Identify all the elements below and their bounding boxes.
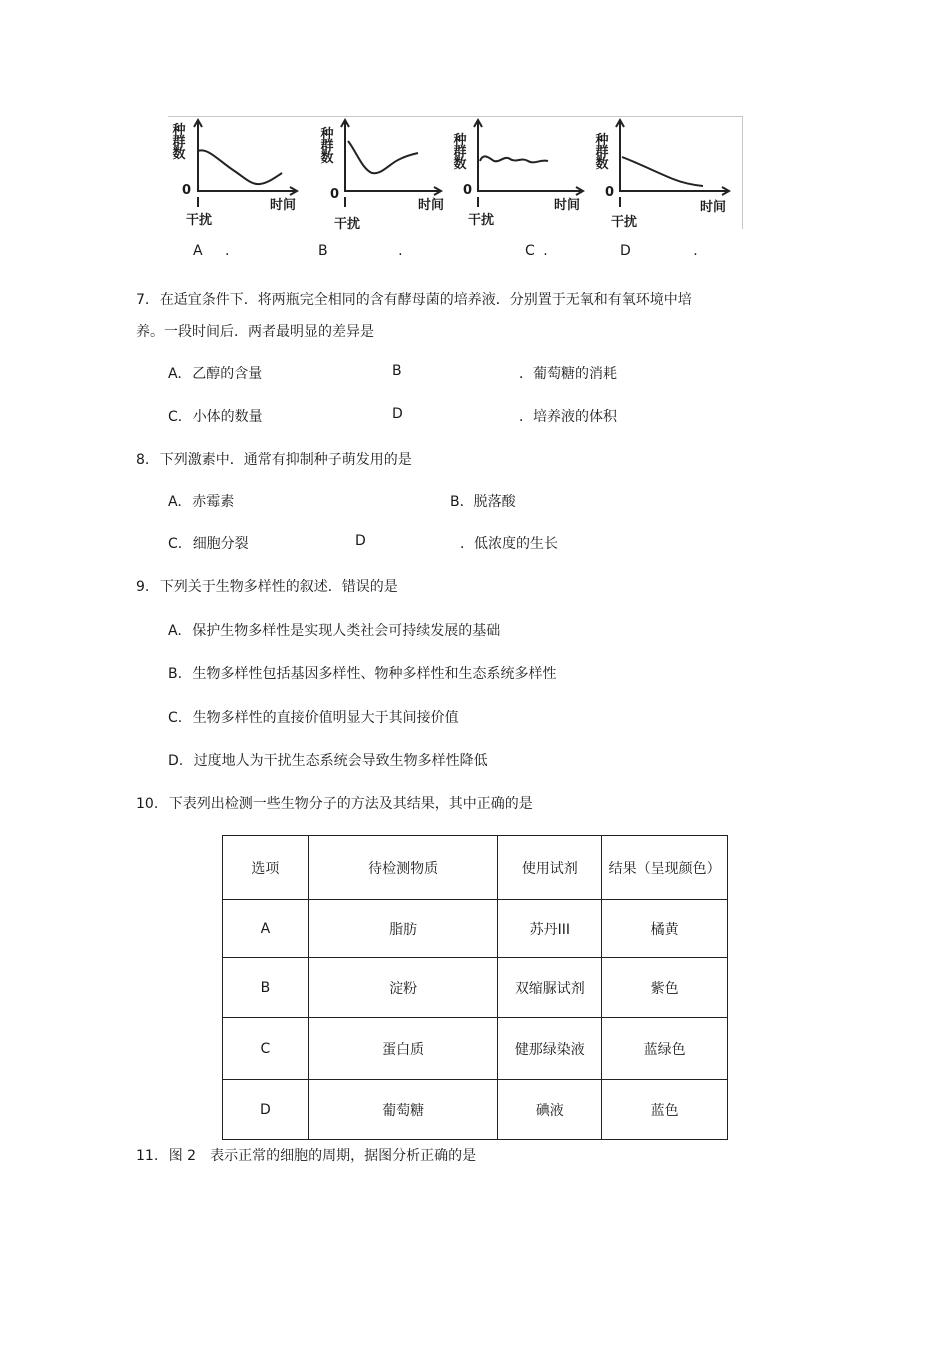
q8-stem: 8. 下列激素中．通常有抑制种子萌发用的是: [136, 452, 412, 468]
q7-stem-line2: 养。一段时间后．两者最明显的差异是: [136, 324, 374, 340]
q8-option-a: A. 赤霉素: [168, 494, 235, 510]
q10-header-reagent: 使用试剂: [498, 836, 602, 900]
q9-option-d: D. 过度地人为干扰生态系统会导致生物多样性降低: [168, 753, 488, 769]
graph-b-y-label: 种 群 数: [320, 127, 334, 166]
graph-c-y-label: 种 群 数: [453, 133, 467, 172]
table-cell: 健那绿染液: [498, 1018, 602, 1080]
graph-b-x-label: 时间: [418, 198, 445, 213]
graph-d: [616, 120, 729, 207]
graph-a-x-label: 时间: [270, 198, 297, 213]
graph-c-origin: 0: [463, 183, 473, 198]
table-row: [223, 900, 728, 958]
table-cell: 苏丹III: [498, 900, 602, 958]
q8-option-d-text: ．低浓度的生长: [460, 536, 558, 552]
table-cell: 碘液: [498, 1080, 602, 1140]
q7-option-d-letter: D: [392, 406, 403, 422]
table-cell: 蓝色: [602, 1080, 728, 1140]
table-cell: D: [223, 1080, 309, 1140]
q7-option-a: A. 乙醇的含量: [168, 366, 263, 382]
q8-option-b: B．脱落酸: [450, 494, 516, 510]
q7-option-b-letter: B: [392, 363, 402, 379]
q8-option-d-letter: D: [355, 533, 366, 549]
q9-option-b: B. 生物多样性包括基因多样性、物种多样性和生态系统多样性: [168, 666, 557, 682]
q10-stem: 10. 下表列出检测一些生物分子的方法及其结果，其中正确的是: [136, 796, 533, 812]
graph-a-disturb-label: 干扰: [186, 213, 213, 228]
table-row: [223, 958, 728, 1018]
q9-stem: 9. 下列关于生物多样性的叙述．错误的是: [136, 579, 398, 595]
graph-d-disturb-label: 干扰: [611, 215, 638, 230]
table-cell: 葡萄糖: [308, 1080, 498, 1140]
graph-c-x-label: 时间: [554, 198, 581, 213]
graph-d-y-label: 种 群 数: [595, 133, 609, 172]
table-cell: C: [223, 1018, 309, 1080]
table-cell: 脂肪: [308, 900, 498, 958]
graph-d-origin: 0: [605, 185, 615, 200]
q8-option-c: C. 细胞分裂: [168, 536, 249, 552]
population-graphs: [168, 116, 743, 232]
table-cell: 蓝绿色: [602, 1018, 728, 1080]
q10-header-option: 选项: [223, 836, 309, 900]
graph-c-disturb-label: 干扰: [468, 213, 495, 228]
graph-option-c: C .: [525, 243, 548, 259]
table-cell: B: [223, 958, 309, 1018]
q9-option-a: A. 保护生物多样性是实现人类社会可持续发展的基础: [168, 623, 501, 639]
q10-header-substance: 待检测物质: [308, 836, 498, 900]
graph-option-b: B .: [318, 243, 403, 259]
q10-header-result: 结果（呈现颜色）: [602, 836, 728, 900]
table-cell: 橘黄: [602, 900, 728, 958]
graph-d-x-label: 时间: [700, 200, 727, 215]
q10-table-header-row: [223, 836, 728, 900]
table-row: [223, 1080, 728, 1140]
table-cell: A: [223, 900, 309, 958]
q7-option-c: C. 小体的数量: [168, 409, 263, 425]
graph-option-d: D .: [620, 243, 698, 259]
graph-b-origin: 0: [330, 187, 340, 202]
table-row: [223, 1018, 728, 1080]
graph-a-y-label: 种 群 数: [172, 123, 186, 162]
q7-option-b-text: ．葡萄糖的消耗: [519, 366, 617, 382]
graph-a-origin: 0: [182, 183, 192, 198]
q7-stem-line1: 7. 在适宜条件下．将两瓶完全相同的含有酵母菌的培养液．分别置于无氧和有氧环境中培: [136, 292, 692, 308]
graph-option-a: A .: [193, 243, 230, 259]
q7-option-d-text: ．培养液的体积: [519, 409, 617, 425]
table-cell: 蛋白质: [308, 1018, 498, 1080]
table-cell: 双缩脲试剂: [498, 958, 602, 1018]
q11-stem: 11. 图 2 表示正常的细胞的周期，据图分析正确的是: [136, 1148, 477, 1164]
table-cell: 紫色: [602, 958, 728, 1018]
q10-table: [222, 835, 728, 1140]
graph-b-disturb-label: 干扰: [334, 217, 361, 232]
table-cell: 淀粉: [308, 958, 498, 1018]
q9-option-c: C. 生物多样性的直接价值明显大于其间接价值: [168, 710, 459, 726]
